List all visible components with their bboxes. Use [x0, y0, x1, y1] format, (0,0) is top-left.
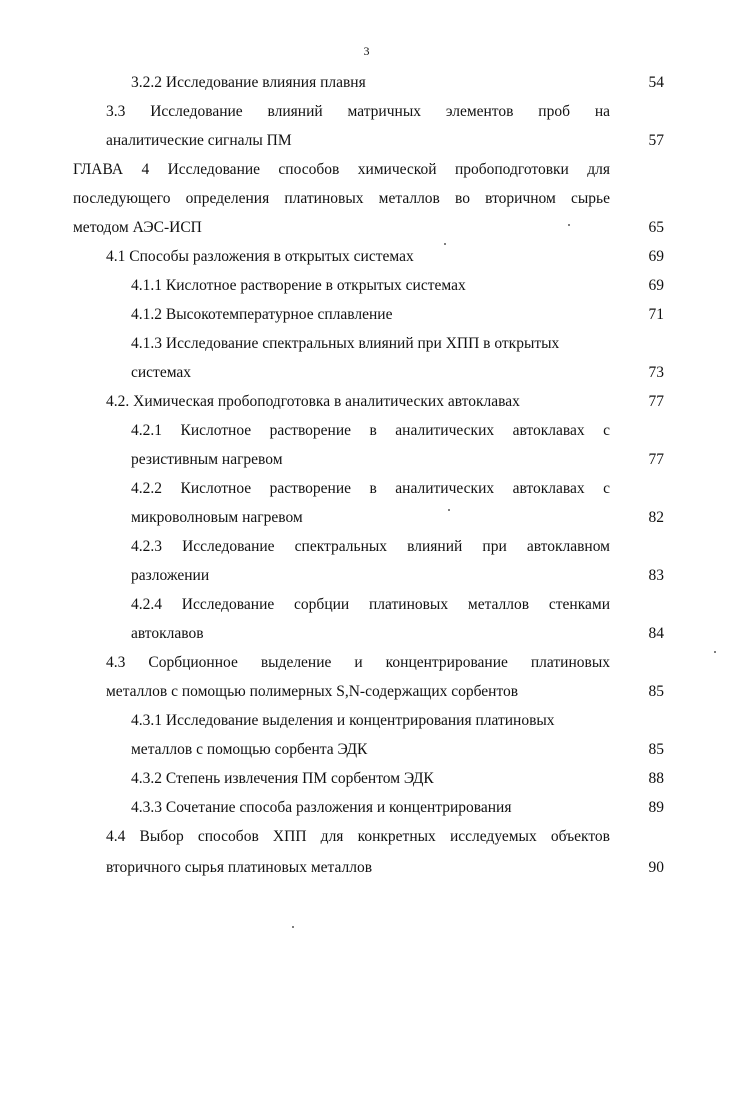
toc-page-number: 77	[648, 393, 664, 410]
toc-page-number: 84	[648, 625, 664, 642]
scan-speck	[714, 651, 716, 653]
scan-speck	[444, 243, 446, 245]
toc-entry-text: вторичного сырья платиновых металлов	[106, 859, 373, 876]
toc-entry-text: 4.2. Химическая пробоподготовка в аналитических автоклавах	[106, 393, 520, 410]
toc-entry-text: аналитические сигналы ПМ	[106, 132, 292, 149]
page-number: 3	[363, 44, 370, 58]
toc-entry-text: 4.3.3 Сочетание способа разложения и концентрирования	[131, 799, 512, 816]
toc-page-number: 82	[648, 509, 664, 526]
scan-speck	[448, 509, 450, 511]
toc-entry-text: 4.3.2 Степень извлечения ПМ сорбентом ЭДК	[131, 770, 434, 787]
toc-entry-text: 3.2.2 Исследование влияния плавня	[131, 74, 366, 91]
toc-entry-text: металлов с помощью полимерных S,N-содержащих сорбентов	[106, 683, 519, 700]
toc-entry-text: последующего определения платиновых металлов во вторичном сырье	[73, 190, 610, 207]
toc-entry-text: 4.1.3 Исследование спектральных влияний при ХПП в открытых	[131, 335, 560, 352]
toc-page-number: 69	[648, 277, 664, 294]
toc-entry-text: 4.1.1 Кислотное растворение в открытых системах	[131, 277, 466, 294]
toc-entry-text: 4.2.3 Исследование спектральных влияний при автоклавном	[131, 538, 610, 555]
toc-entry-text: ГЛАВА 4 Исследование способов химической пробоподготовки для	[73, 161, 610, 178]
toc-entry-text: методом АЭС-ИСП	[73, 219, 202, 236]
toc-page-number: 89	[648, 799, 664, 816]
toc-entry-text: 4.2.1 Кислотное растворение в аналитических автоклавах с	[131, 422, 610, 439]
toc-page-number: 90	[648, 859, 664, 876]
toc-page-number: 77	[648, 451, 664, 468]
toc-entry-text: 4.3 Сорбционное выделение и концентрирование платиновых	[106, 654, 610, 671]
toc-entry-text: резистивным нагревом	[131, 451, 283, 468]
toc-page-number: 57	[648, 132, 664, 149]
toc-entry-text: 4.3.1 Исследование выделения и концентрирования платиновых	[131, 712, 555, 729]
scan-speck	[568, 224, 570, 226]
toc-page-number: 54	[648, 74, 664, 91]
toc-page-number: 83	[648, 567, 664, 584]
toc-entry-text: 4.1.2 Высокотемпературное сплавление	[131, 306, 393, 323]
toc-page-number: 73	[648, 364, 664, 381]
toc-page-number: 85	[648, 741, 664, 758]
toc-entry-text: 4.4 Выбор способов ХПП для конкретных исследуемых объектов	[106, 828, 610, 845]
scan-speck	[292, 926, 294, 928]
toc-page-number: 85	[648, 683, 664, 700]
toc-page-number: 69	[648, 248, 664, 265]
toc-page-number: 88	[648, 770, 664, 787]
toc-page-number: 71	[648, 306, 664, 323]
toc-entry-text: автоклавов	[131, 625, 204, 642]
toc-page-number: 65	[648, 219, 664, 236]
toc-entry-text: 4.2.4 Исследование сорбции платиновых металлов стенками	[131, 596, 610, 613]
toc-entry-text: металлов с помощью сорбента ЭДК	[131, 741, 368, 758]
toc-entry-text: 4.2.2 Кислотное растворение в аналитических автоклавах с	[131, 480, 610, 497]
toc-entry-text: 3.3 Исследование влияний матричных элементов проб на	[106, 103, 610, 120]
toc-entry-text: системах	[131, 364, 192, 381]
toc-entry-text: 4.1 Способы разложения в открытых системах	[106, 248, 414, 265]
toc-entry-text: микроволновым нагревом	[131, 509, 303, 526]
toc-entry-text: разложении	[131, 567, 210, 584]
